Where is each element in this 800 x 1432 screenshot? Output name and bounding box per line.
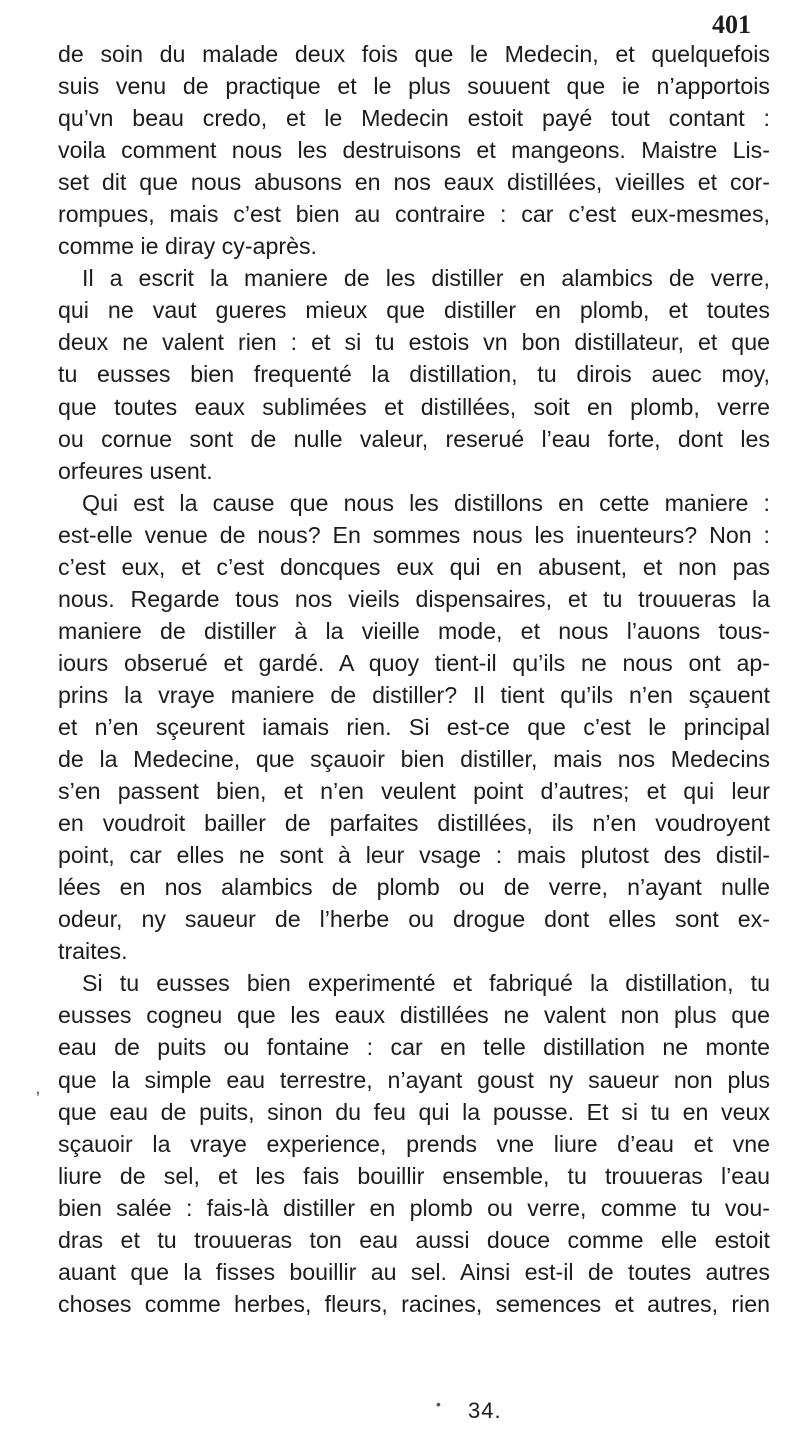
text-line: liure de sel, et les fais bouillir ensemble, tu trouueras l’eau	[58, 1162, 770, 1189]
text-line: ou cornue sont de nulle valeur, reserué l’eau forte, dont les	[58, 425, 770, 452]
text-line: qui ne vaut gueres mieux que distiller en plomb, et toutes	[58, 297, 770, 324]
text-line: Si tu eusses bien experimenté et fabriqué la distillation, tu	[82, 970, 770, 997]
text-line: eau de puits ou fontaine : car en telle distillation ne monte	[58, 1034, 770, 1061]
text-line: s’en passent bien, et n’en veulent point d’autres; et qui leur	[58, 778, 770, 805]
text-line: auant que la fisses bouillir au sel. Ainsi est-il de toutes autres	[58, 1258, 770, 1285]
text-line: set dit que nous abusons en nos eaux distillées, vieilles et cor-	[58, 169, 770, 196]
signature-dot: •	[436, 1396, 441, 1412]
text-line: lées en nos alambics de plomb ou de verre, n’ayant nulle	[58, 874, 770, 901]
text-line: nous. Regarde tous nos vieils dispensaires, et tu trouueras la	[58, 585, 770, 612]
text-line: Il a escrit la maniere de les distiller en alambics de verre,	[82, 265, 770, 292]
text-line: maniere de distiller à la vieille mode, et nous l’auons tous-	[58, 617, 770, 644]
text-line: voila comment nous les destruisons et mangeons. Maistre Lis-	[58, 137, 770, 164]
text-line: Qui est la cause que nous les distillons en cette maniere :	[82, 489, 770, 516]
text-line: de la Medecine, que sçauoir bien distiller, mais nos Medecins	[58, 746, 770, 773]
text-line: comme ie diray cy-après.	[58, 233, 318, 260]
text-line: choses comme herbes, fleurs, racines, semences et autres, rien	[58, 1290, 770, 1317]
text-line: traites.	[58, 938, 128, 965]
text-line: c’est eux, et c’est doncques eux qui en abusent, et non pas	[58, 553, 770, 580]
margin-mark: ʼ	[36, 1089, 40, 1109]
text-line: en voudroit bailler de parfaites distillées, ils n’en voudroyent	[58, 810, 770, 837]
text-line: que la simple eau terrestre, n’ayant goust ny saueur non plus	[58, 1066, 770, 1093]
text-line: odeur, ny saueur de l’herbe ou drogue dont elles sont ex-	[58, 906, 770, 933]
text-line: eusses cogneu que les eaux distillées ne valent non plus que	[58, 1002, 770, 1029]
text-line: tu eusses bien frequenté la distillation, tu dirois auec moy,	[58, 361, 770, 388]
text-line: prins la vraye maniere de distiller? Il tient qu’ils n’en sçauent	[58, 681, 770, 708]
text-line: que eau de puits, sinon du feu qui la pousse. Et si tu en veux	[58, 1098, 770, 1125]
text-line: deux ne valent rien : et si tu estois vn bon distillateur, et que	[58, 329, 770, 356]
text-line: iours obserué et gardé. A quoy tient-il qu’ils ne nous ont ap-	[58, 649, 770, 676]
text-line: que toutes eaux sublimées et distillées, soit en plomb, verre	[58, 393, 770, 420]
text-line: de soin du malade deux fois que le Medecin, et quelquefois	[58, 41, 770, 67]
text-line: rompues, mais c’est bien au contraire : car c’est eux-mesmes,	[58, 201, 770, 228]
text-line: est-elle venue de nous? En sommes nous les inuenteurs? Non :	[58, 521, 770, 548]
text-line: et n’en sçeurent iamais rien. Si est-ce que c’est le principal	[58, 713, 770, 740]
text-line: sçauoir la vraye experience, prends vne liure d’eau et vne	[58, 1130, 770, 1157]
text-line: point, car elles ne sont à leur vsage : mais plutost des distil-	[58, 842, 770, 869]
page-number: 401	[712, 10, 751, 39]
text-line: qu’vn beau credo, et le Medecin estoit payé tout contant :	[58, 105, 770, 132]
signature-mark: 34.	[468, 1398, 502, 1423]
text-line: suis venu de practique et le plus souuent que ie n’apportois	[58, 73, 770, 100]
text-line: orfeures usent.	[58, 457, 213, 484]
text-line: dras et tu trouueras ton eau aussi douce comme elle estoit	[58, 1226, 770, 1253]
body-text	[58, 38, 770, 1320]
text-line: bien salée : fais-là distiller en plomb ou verre, comme tu vou-	[58, 1194, 770, 1221]
